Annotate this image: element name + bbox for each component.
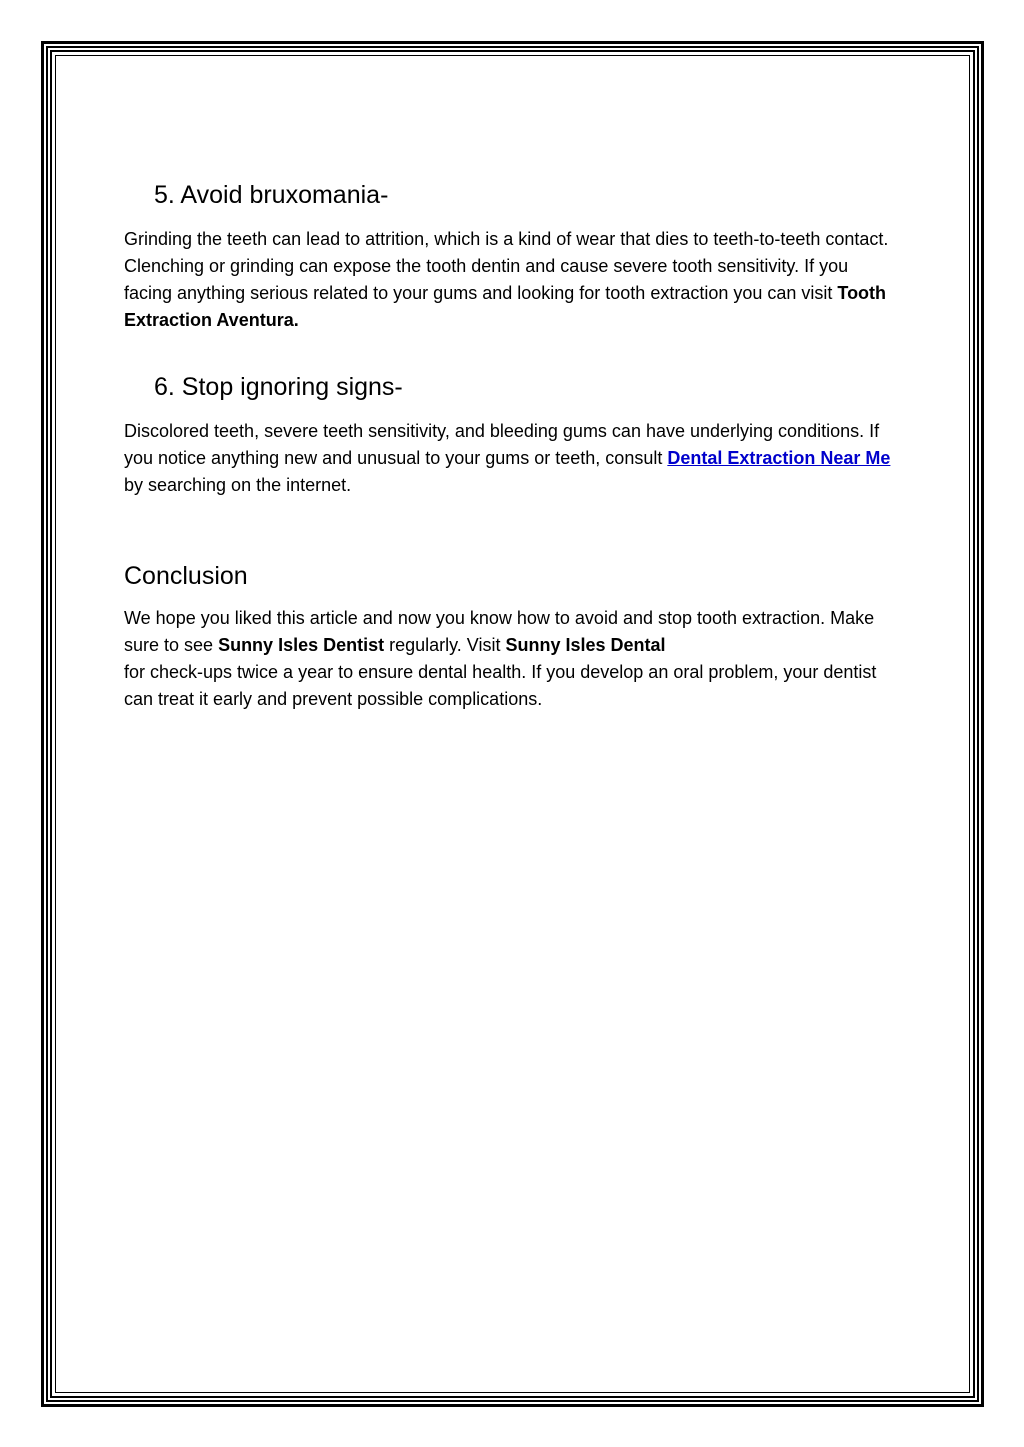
section-avoid-bruxomania bbox=[124, 178, 894, 334]
document-content bbox=[124, 178, 894, 713]
paragraph-text: regularly. Visit bbox=[384, 635, 506, 655]
paragraph-text: by searching on the internet. bbox=[124, 475, 352, 495]
section-heading: 6. Stop ignoring signs- bbox=[154, 373, 403, 401]
dental-extraction-link[interactable]: Dental Extraction Near Me bbox=[667, 448, 891, 468]
bold-text: Sunny Isles Dental bbox=[505, 635, 666, 655]
paragraph-text: We hope you liked this article and now you know how to avoid and stop tooth extraction. Make sure to see bbox=[124, 608, 875, 655]
paragraph-text: Discolored teeth, severe teeth sensitivity, and bleeding gums can have underlying conditions. If you notice anything new and unusual to your gums or teeth, consult bbox=[124, 421, 880, 468]
bold-text: Sunny Isles Dentist bbox=[218, 635, 385, 655]
conclusion-paragraph bbox=[124, 605, 894, 713]
section-stop-ignoring-signs bbox=[124, 370, 894, 499]
paragraph-text: Grinding the teeth can lead to attrition, which is a kind of wear that dies to teeth-to-teeth contact. Clenching or grinding can expose the tooth dentin and cause severe tooth sensitivity. If you facing anything serious related to your gums and looking for tooth extraction you can visit bbox=[124, 229, 889, 303]
section-paragraph bbox=[124, 226, 894, 334]
section-heading: 5. Avoid bruxomania- bbox=[154, 181, 389, 209]
section-conclusion bbox=[124, 559, 894, 713]
section-paragraph bbox=[124, 418, 894, 499]
paragraph-text: for check-ups twice a year to ensure dental health. If you develop an oral problem, your dentist can treat it early and prevent possible complications. bbox=[124, 662, 877, 709]
conclusion-heading: Conclusion bbox=[124, 562, 248, 590]
bold-text: Tooth Extraction Aventura. bbox=[124, 283, 887, 330]
